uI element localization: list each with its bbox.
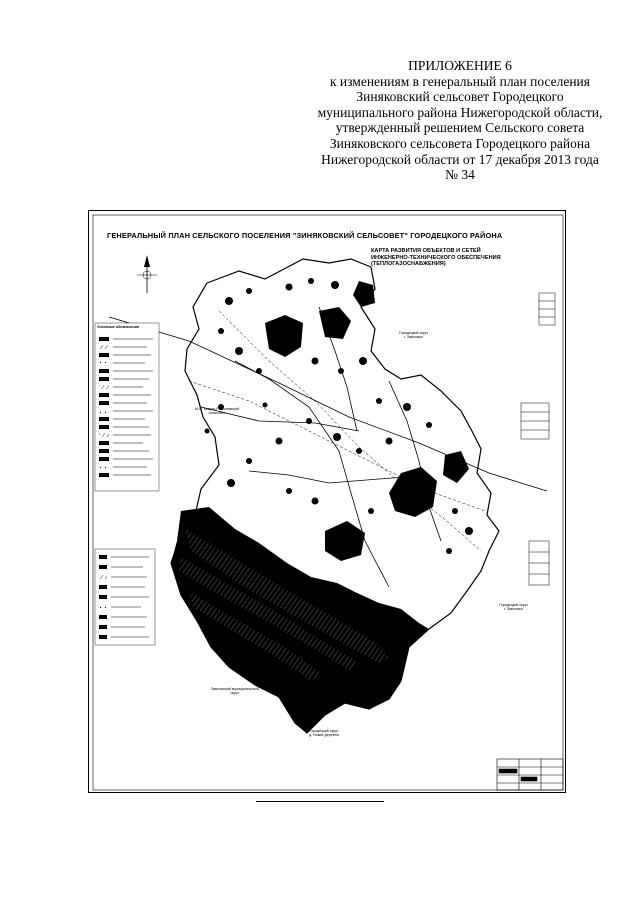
legend-heading: Условные обозначения (97, 325, 139, 329)
place-label-left-mid-line-2: сельсовет (208, 411, 226, 416)
place-label-bottom-line-1: Городецкий округ (309, 729, 339, 733)
place-label-bottom-left-line-1: Заволжский муниципальный (211, 687, 259, 691)
map-sheet (88, 210, 566, 793)
signature-line (256, 801, 384, 802)
place-label-bottom (309, 729, 339, 738)
appendix-line-8: № 34 (445, 167, 475, 183)
appendix-line-4: муниципального района Нижегородской области, (317, 104, 603, 120)
place-label-left-mid (195, 407, 239, 416)
appendix-line-3: Зиняковский сельсовет Городецкого (356, 89, 564, 105)
place-label-top-right (399, 331, 428, 340)
place-label-right-lower-line-1: Городецкий округ (499, 603, 528, 607)
map-subtitle (371, 248, 521, 268)
appendix-line-6: Зиняковского сельсовета Городецкого района (329, 135, 591, 151)
place-label-left-mid-line-1: М.О. Ковриг-Рыжиновский (195, 407, 239, 411)
appendix-line-7: Нижегородской области от 17 декабря 2013 года (321, 151, 599, 167)
place-label-bottom-line-2: д. Новая Деревня (309, 733, 339, 738)
place-label-right-lower-line-2: г. Заволжье (503, 607, 524, 612)
place-label-bottom-left (211, 687, 259, 696)
map-subtitle-line-1: КАРТА РАЗВИТИЯ ОБЪЕКТОВ И СЕТЕЙ (371, 248, 481, 254)
place-label-bottom-left-line-2: округ (230, 691, 240, 696)
appendix-line-1: ПРИЛОЖЕНИЕ 6 (408, 58, 512, 73)
appendix-line-5: утвержденный решением Сельского совета (335, 120, 585, 136)
map-subtitle-line-2: ИНЖЕНЕРНО-ТЕХНИЧЕСКОГО ОБЕСПЕЧЕНИЯ (371, 254, 501, 261)
north-arrow-icon (137, 255, 157, 293)
appendix-line-2: к изменениям в генеральный план поселения (330, 73, 590, 89)
place-label-top-right-line-2: г. Заволжье (403, 335, 424, 340)
right-side-tables (521, 293, 555, 585)
legend-block-2 (95, 549, 155, 645)
place-label-right-lower (499, 603, 528, 612)
title-block-stamp (497, 759, 563, 790)
map-title: ГЕНЕРАЛЬНЫЙ ПЛАН СЕЛЬСКОГО ПОСЕЛЕНИЯ "ЗИНЯКОВСКИЙ СЕЛЬСОВЕТ" ГОРОДЕЦКОГО РАЙОНА (107, 231, 503, 240)
place-label-top-right-line-1: Городецкий округ (399, 331, 428, 335)
appendix-header (300, 58, 620, 183)
map-subtitle-line-3: (ТЕПЛОГАЗОСНАБЖЕНИЯ) (371, 261, 446, 268)
map-drawing (89, 211, 567, 794)
legend-block (95, 323, 159, 491)
